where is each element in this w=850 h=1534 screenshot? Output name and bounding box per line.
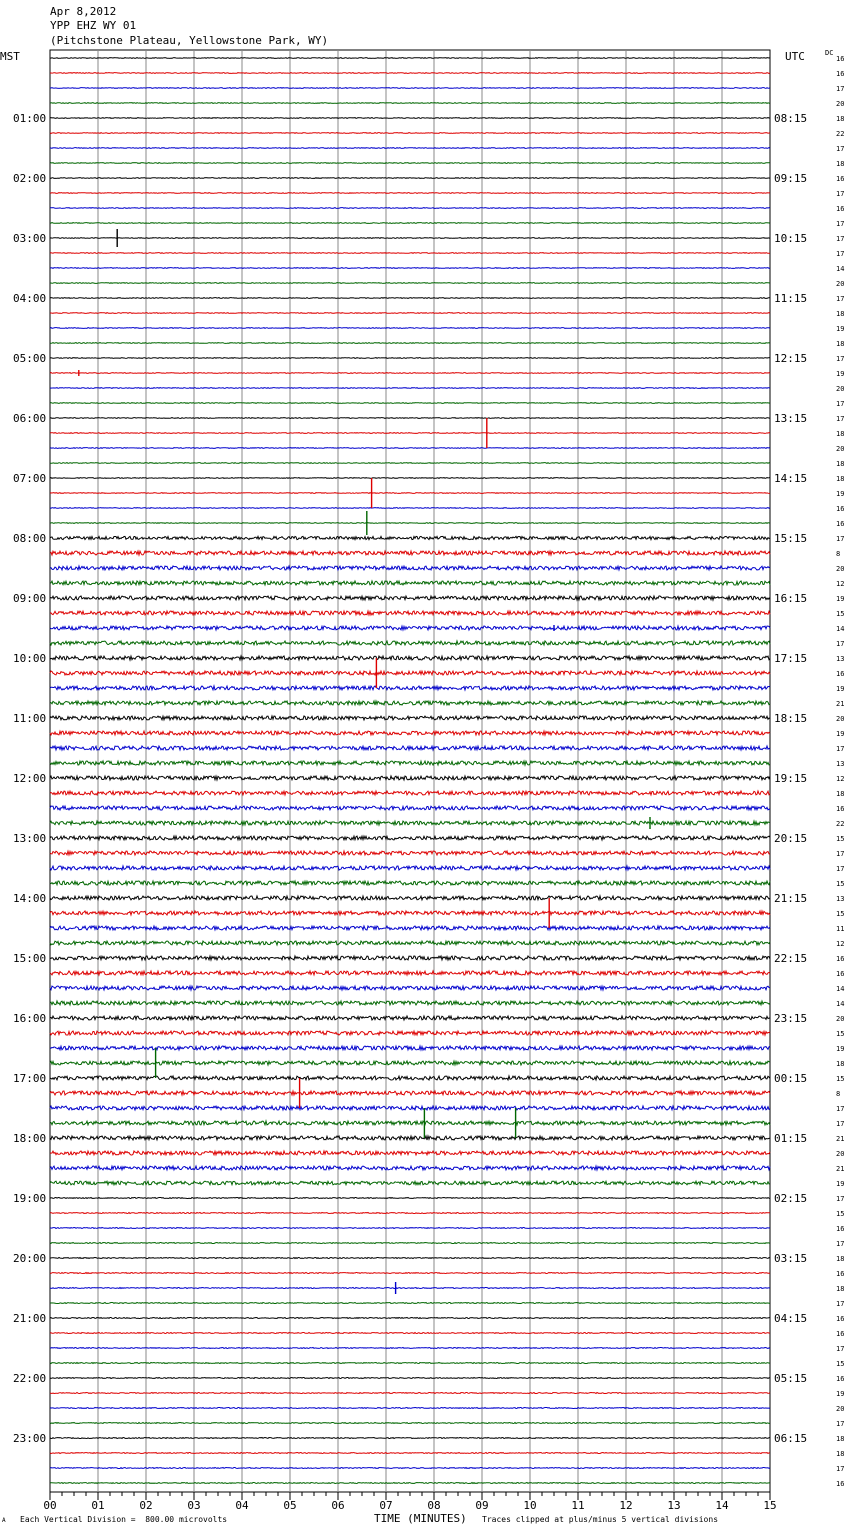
footer-scale: Each Vertical Division = 800.00 microvolts	[20, 1515, 228, 1524]
dc-offset-label: 17	[836, 295, 845, 303]
trace-row	[50, 626, 770, 630]
trace-row	[50, 1303, 770, 1304]
dc-offset-label: 17	[836, 1300, 845, 1308]
trace-row	[50, 1228, 770, 1229]
utc-hour-label: 04:15	[774, 1312, 808, 1325]
mst-hour-label: 06:00	[13, 412, 47, 425]
trace-row	[50, 118, 770, 119]
dc-offset-label: 14	[836, 625, 845, 633]
trace-row	[50, 911, 770, 915]
dc-offset-label: 21	[836, 700, 845, 708]
dc-offset-label: 15	[836, 1210, 845, 1218]
dc-offset-label: 17	[836, 355, 845, 363]
footer-clip-note: Traces clipped at plus/minus 5 vertical divisions	[482, 1515, 719, 1524]
trace-row	[50, 656, 770, 660]
dc-offset-label: 17	[836, 535, 845, 543]
trace-row	[50, 58, 770, 59]
dc-offset-label: 19	[836, 730, 845, 738]
dc-offset-label: 16	[836, 1225, 845, 1233]
mst-hour-label: 04:00	[13, 292, 47, 305]
header-station: YPP EHZ WY 01	[50, 19, 137, 32]
trace-row	[50, 1198, 770, 1199]
utc-hour-label: 00:15	[774, 1072, 808, 1085]
trace-row	[50, 88, 770, 89]
trace-row	[50, 881, 770, 885]
trace-row	[50, 1091, 770, 1095]
dc-offset-label: 17	[836, 220, 845, 228]
dc-offset-label: 17	[836, 640, 845, 648]
utc-hour-label: 23:15	[774, 1012, 808, 1025]
trace-row	[50, 536, 770, 539]
utc-hour-label: 12:15	[774, 352, 808, 365]
utc-hour-label: 21:15	[774, 892, 808, 905]
mst-hour-label: 02:00	[13, 172, 47, 185]
mst-hour-label: 16:00	[13, 1012, 47, 1025]
mst-hour-label: 17:00	[13, 1072, 47, 1085]
dc-offset-label: 18	[836, 340, 845, 348]
dc-offset-label: 18	[836, 475, 845, 483]
dc-offset-label: 17	[836, 145, 845, 153]
footer-mark: A	[2, 1517, 6, 1524]
dc-offset-label: 16	[836, 520, 845, 528]
dc-offset-label: 18	[836, 1285, 845, 1293]
utc-hour-label: 02:15	[774, 1192, 808, 1205]
mst-hour-label: 07:00	[13, 472, 47, 485]
header-date: Apr 8,2012	[50, 5, 117, 18]
utc-hour-label: 11:15	[774, 292, 808, 305]
dc-offset-label: 16	[836, 1315, 845, 1323]
dc-offset-label: 22	[836, 130, 845, 138]
trace-row	[50, 1378, 770, 1379]
dc-offset-label: 18	[836, 1450, 845, 1458]
dc-offset-label: 19	[836, 1045, 845, 1053]
trace-row	[50, 1166, 770, 1170]
utc-hour-label: 16:15	[774, 592, 808, 605]
utc-hour-label: 19:15	[774, 772, 808, 785]
trace-row	[50, 746, 770, 750]
trace-row	[50, 716, 770, 720]
trace-row	[50, 418, 770, 419]
trace-row	[50, 1001, 770, 1005]
mst-hour-label: 11:00	[13, 712, 47, 725]
dc-offset-label: 13	[836, 760, 845, 768]
dc-offset-label: 21	[836, 1135, 845, 1143]
trace-row	[50, 223, 770, 224]
x-tick-label: 15	[763, 1499, 777, 1512]
trace-row	[50, 1408, 770, 1409]
trace-row	[50, 328, 770, 329]
trace-row	[50, 508, 770, 509]
dc-offset-label: 12	[836, 580, 845, 588]
x-tick-label: 07	[379, 1499, 393, 1512]
mst-hour-label: 22:00	[13, 1372, 47, 1385]
trace-row	[50, 761, 770, 765]
dc-offset-label: 18	[836, 310, 845, 318]
mst-hour-label: 20:00	[13, 1252, 47, 1265]
trace-row	[50, 163, 770, 164]
x-tick-label: 10	[523, 1499, 537, 1512]
trace-row	[50, 896, 770, 900]
trace-row	[50, 1318, 770, 1319]
mst-hour-label: 18:00	[13, 1132, 47, 1145]
dc-offset-label: 16	[836, 55, 845, 63]
dc-offset-label: 16	[836, 1330, 845, 1338]
x-tick-label: 11	[571, 1499, 585, 1512]
dc-offset-label: 12	[836, 775, 845, 783]
mst-hour-label: 10:00	[13, 652, 47, 665]
trace-row	[50, 148, 770, 149]
dc-offset-label: 19	[836, 1180, 845, 1188]
dc-offset-label: 19	[836, 595, 845, 603]
dc-offset-label: 20	[836, 565, 845, 573]
mst-hour-label: 08:00	[13, 532, 47, 545]
trace-row	[50, 403, 770, 404]
trace-row	[50, 686, 770, 690]
trace-row	[50, 373, 770, 374]
dc-offset-label: 17	[836, 190, 845, 198]
trace-row	[50, 1076, 770, 1080]
dc-offset-label: 14	[836, 265, 845, 273]
trace-row	[50, 1243, 770, 1244]
dc-offset-label: 17	[836, 250, 845, 258]
mst-hour-label: 01:00	[13, 112, 47, 125]
mst-hour-label: 15:00	[13, 952, 47, 965]
x-axis-label: TIME (MINUTES)	[374, 1512, 467, 1525]
trace-row	[50, 478, 770, 479]
trace-row	[50, 806, 770, 810]
dc-offset-label: 16	[836, 505, 845, 513]
dc-offset-label: 17	[836, 1195, 845, 1203]
trace-row	[50, 1393, 770, 1394]
mst-hour-label: 14:00	[13, 892, 47, 905]
dc-offset-label: 15	[836, 910, 845, 918]
dc-offset-label: 12	[836, 940, 845, 948]
trace-row	[50, 821, 770, 825]
x-tick-label: 12	[619, 1499, 633, 1512]
dc-offset-label: 17	[836, 400, 845, 408]
trace-row	[50, 343, 770, 344]
trace-row	[50, 1438, 770, 1439]
dc-offset-label: 19	[836, 325, 845, 333]
trace-row	[50, 1213, 770, 1214]
trace-row	[50, 253, 770, 254]
trace-row	[50, 73, 770, 74]
utc-hour-label: 13:15	[774, 412, 808, 425]
dc-offset-label: 11	[836, 925, 845, 933]
plot-frame	[50, 50, 770, 1492]
trace-row	[50, 971, 770, 975]
trace-row	[50, 551, 770, 555]
dc-offset-label: 17	[836, 1465, 845, 1473]
x-tick-label: 00	[43, 1499, 57, 1512]
dc-offset-label: 20	[836, 445, 845, 453]
trace-row	[50, 178, 770, 179]
trace-row	[50, 1061, 770, 1065]
dc-offset-label: 17	[836, 745, 845, 753]
dc-offset-label: 19	[836, 490, 845, 498]
x-tick-label: 04	[235, 1499, 249, 1512]
dc-offset-label: 21	[836, 1165, 845, 1173]
dc-offset-label: 15	[836, 880, 845, 888]
dc-offset-label: 20	[836, 385, 845, 393]
dc-offset-label: 17	[836, 1420, 845, 1428]
header-location: (Pitchstone Plateau, Yellowstone Park, WY)	[50, 34, 329, 47]
dc-offset-label: 17	[836, 415, 845, 423]
dc-offset-label: 17	[836, 865, 845, 873]
dc-offset-label: 17	[836, 85, 845, 93]
dc-offset-label: 14	[836, 985, 845, 993]
trace-row	[50, 731, 770, 735]
dc-offset-label: 16	[836, 1375, 845, 1383]
utc-hour-label: 14:15	[774, 472, 808, 485]
dc-offset-label: 17	[836, 1345, 845, 1353]
trace-row	[50, 448, 770, 449]
dc-offset-label: 18	[836, 1060, 845, 1068]
trace-row	[50, 358, 770, 359]
dc-offset-label: 15	[836, 835, 845, 843]
trace-row	[50, 463, 770, 464]
trace-row	[50, 283, 770, 284]
trace-row	[50, 596, 770, 600]
dc-offset-label: 16	[836, 205, 845, 213]
trace-row	[50, 1258, 770, 1259]
trace-row	[50, 298, 770, 299]
trace-row	[50, 1046, 770, 1050]
trace-row	[50, 1273, 770, 1274]
dc-offset-label: 17	[836, 850, 845, 858]
utc-hour-label: 05:15	[774, 1372, 808, 1385]
mst-axis-title: MST	[0, 50, 20, 63]
mst-hour-label: 23:00	[13, 1432, 47, 1445]
dc-offset-label: 13	[836, 655, 845, 663]
dc-offset-label: 16	[836, 955, 845, 963]
mst-hour-label: 03:00	[13, 232, 47, 245]
mst-hour-label: 19:00	[13, 1192, 47, 1205]
dc-offset-label: 18	[836, 460, 845, 468]
x-tick-label: 08	[427, 1499, 441, 1512]
trace-row	[50, 926, 770, 930]
utc-hour-label: 18:15	[774, 712, 808, 725]
trace-row	[50, 1468, 770, 1469]
dc-offset-label: 15	[836, 610, 845, 618]
utc-hour-label: 01:15	[774, 1132, 808, 1145]
mst-hour-label: 05:00	[13, 352, 47, 365]
trace-row	[50, 133, 770, 134]
x-tick-label: 03	[187, 1499, 201, 1512]
trace-row	[50, 836, 770, 840]
dc-offset-label: 18	[836, 160, 845, 168]
trace-row	[50, 1363, 770, 1364]
x-tick-label: 09	[475, 1499, 489, 1512]
mst-hour-label: 13:00	[13, 832, 47, 845]
trace-row	[50, 1151, 770, 1155]
dc-axis-title: DC	[825, 49, 834, 57]
trace-row	[50, 238, 770, 239]
x-tick-label: 02	[139, 1499, 153, 1512]
dc-offset-label: 15	[836, 1030, 845, 1038]
dc-offset-label: 17	[836, 235, 845, 243]
trace-row	[50, 1106, 770, 1110]
dc-offset-label: 20	[836, 1015, 845, 1023]
trace-row	[50, 1136, 770, 1140]
dc-offset-label: 20	[836, 1405, 845, 1413]
trace-row	[50, 1031, 770, 1035]
utc-hour-label: 15:15	[774, 532, 808, 545]
mst-hour-label: 21:00	[13, 1312, 47, 1325]
dc-offset-label: 16	[836, 670, 845, 678]
trace-row	[50, 1288, 770, 1289]
trace-row	[50, 523, 770, 524]
mst-hour-label: 09:00	[13, 592, 47, 605]
trace-row	[50, 581, 770, 585]
utc-hour-label: 08:15	[774, 112, 808, 125]
dc-offset-label: 19	[836, 1390, 845, 1398]
trace-row	[50, 1333, 770, 1334]
dc-offset-label: 20	[836, 280, 845, 288]
utc-hour-label: 09:15	[774, 172, 808, 185]
trace-row	[50, 986, 770, 990]
trace-row	[50, 671, 770, 675]
dc-offset-label: 17	[836, 1240, 845, 1248]
trace-row	[50, 641, 770, 645]
trace-row	[50, 866, 770, 870]
mst-hour-label: 12:00	[13, 772, 47, 785]
trace-row	[50, 1016, 770, 1020]
trace-row	[50, 388, 770, 389]
dc-offset-label: 20	[836, 100, 845, 108]
dc-offset-label: 16	[836, 1270, 845, 1278]
dc-offset-label: 16	[836, 970, 845, 978]
trace-row	[50, 1348, 770, 1349]
dc-offset-label: 8	[836, 550, 841, 558]
trace-row	[50, 611, 770, 615]
dc-offset-label: 16	[836, 175, 845, 183]
trace-row	[50, 701, 770, 705]
trace-row	[50, 103, 770, 104]
dc-offset-label: 14	[836, 1000, 845, 1008]
trace-row	[50, 1483, 770, 1484]
x-tick-label: 01	[91, 1499, 105, 1512]
dc-offset-label: 18	[836, 790, 845, 798]
trace-row	[50, 1423, 770, 1424]
dc-offset-label: 19	[836, 370, 845, 378]
trace-row	[50, 433, 770, 434]
trace-row	[50, 1121, 770, 1125]
dc-offset-label: 18	[836, 1435, 845, 1443]
dc-offset-label: 20	[836, 715, 845, 723]
utc-hour-label: 06:15	[774, 1432, 808, 1445]
utc-hour-label: 20:15	[774, 832, 808, 845]
dc-offset-label: 18	[836, 1255, 845, 1263]
trace-row	[50, 956, 770, 960]
trace-row	[50, 313, 770, 314]
dc-offset-label: 8	[836, 1090, 841, 1098]
trace-row	[50, 941, 770, 945]
trace-row	[50, 791, 770, 795]
utc-hour-label: 03:15	[774, 1252, 808, 1265]
x-tick-label: 05	[283, 1499, 297, 1512]
utc-hour-label: 22:15	[774, 952, 808, 965]
dc-offset-label: 15	[836, 1360, 845, 1368]
trace-row	[50, 268, 770, 269]
dc-offset-label: 16	[836, 1480, 845, 1488]
dc-offset-label: 18	[836, 430, 845, 438]
dc-offset-label: 16	[836, 805, 845, 813]
dc-offset-label: 17	[836, 1105, 845, 1113]
x-tick-label: 06	[331, 1499, 345, 1512]
utc-hour-label: 17:15	[774, 652, 808, 665]
trace-row	[50, 193, 770, 194]
trace-row	[50, 566, 770, 570]
dc-offset-label: 22	[836, 820, 845, 828]
dc-offset-label: 18	[836, 115, 845, 123]
dc-offset-label: 16	[836, 70, 845, 78]
utc-hour-label: 10:15	[774, 232, 808, 245]
dc-offset-label: 15	[836, 1075, 845, 1083]
dc-offset-label: 13	[836, 895, 845, 903]
x-tick-label: 13	[667, 1499, 681, 1512]
dc-offset-label: 20	[836, 1150, 845, 1158]
trace-row	[50, 851, 770, 855]
trace-row	[50, 1453, 770, 1454]
trace-row	[50, 776, 770, 780]
x-tick-label: 14	[715, 1499, 729, 1512]
trace-row	[50, 208, 770, 209]
dc-offset-label: 19	[836, 685, 845, 693]
utc-axis-title: UTC	[785, 50, 805, 63]
dc-offset-label: 17	[836, 1120, 845, 1128]
trace-row	[50, 1181, 770, 1185]
trace-row	[50, 493, 770, 494]
